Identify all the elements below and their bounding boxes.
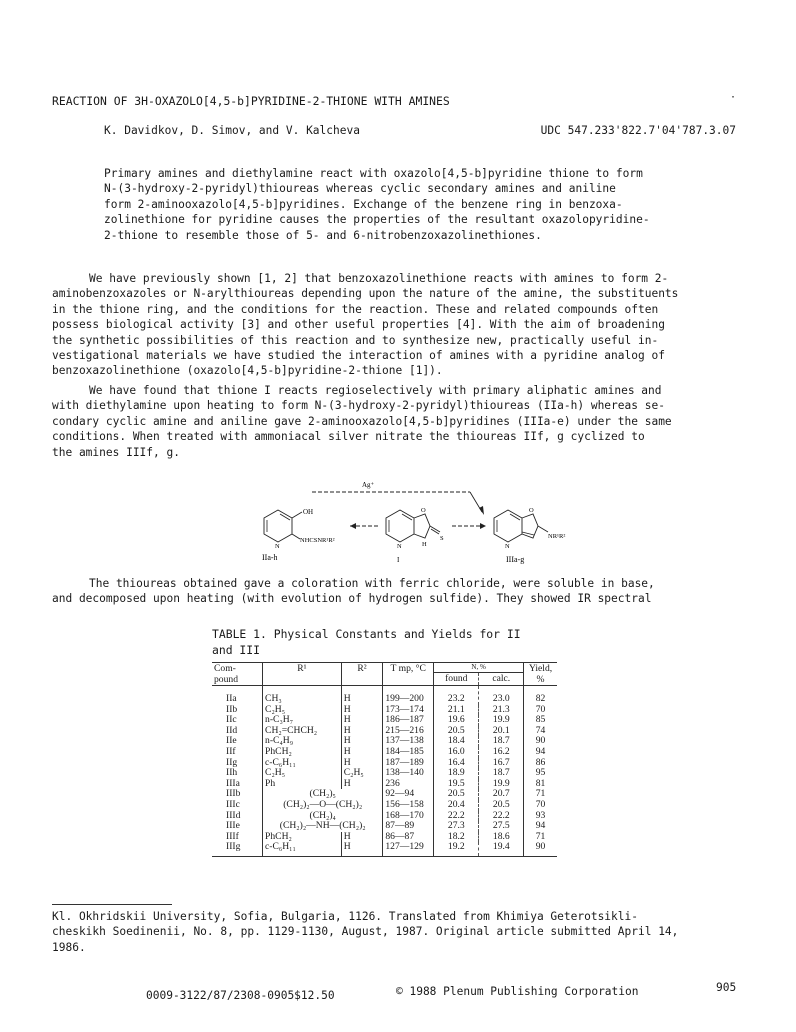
cell-found: 23.2 <box>434 686 479 705</box>
cell-found: 19.2 <box>434 842 479 856</box>
body-line: aminobenzoxazoles or N-arylthioureas depending upon the nature of the amine, the substituents <box>52 287 679 301</box>
cell-r1r2-combined: (CH₂)₄ <box>263 811 383 822</box>
cell-calc: 19.9 <box>479 779 524 790</box>
body-line: possess biological activity [3] and other useful properties [4]. With the aim of broadening <box>52 318 665 332</box>
footnote-line: Kl. Okhridskii University, Sofia, Bulgaria, 1126. Translated from Khimiya Geterotsikli- <box>52 910 638 923</box>
body-line: The thioureas obtained gave a coloration with ferric chloride, were soluble in base, <box>89 577 655 590</box>
cell-yield: 90 <box>524 736 557 747</box>
cell-mp: 138—140 <box>383 768 434 779</box>
cell-compound: IIIc <box>226 798 240 810</box>
table-row <box>212 800 557 811</box>
cell-mp: 168—170 <box>383 811 434 822</box>
cell-r2: H <box>341 736 383 747</box>
cell-r2: H <box>341 832 383 843</box>
cell-r1r2-combined: (CH₂)₂—O—(CH₂)₂ <box>263 800 383 811</box>
center-pyridine-ring <box>386 510 414 542</box>
cell-yield: 90 <box>524 842 557 856</box>
header-n-percent: N, % <box>434 663 524 673</box>
cell-yield: 85 <box>524 715 557 726</box>
cell-calc: 16.2 <box>479 747 524 758</box>
left-substituent: NHCSNR¹R² <box>300 537 335 544</box>
center-label: I <box>397 556 400 564</box>
cell-found: 18.9 <box>434 768 479 779</box>
left-label: IIa-h <box>262 553 278 562</box>
cell-yield: 74 <box>524 726 557 737</box>
cell-found: 16.4 <box>434 758 479 769</box>
cell-r1r2-combined: (CH₂)₂—NH—(CH₂)₂ <box>263 821 383 832</box>
abstract-line: form 2-aminooxazolo[4,5-b]pyridines. Exchange of the benzene ring in benzoxa- <box>104 197 623 211</box>
header-yield: Yield, % <box>524 663 557 686</box>
cell-found: 20.4 <box>434 800 479 811</box>
cell-compound: IIe <box>226 735 237 747</box>
abstract <box>104 166 704 243</box>
body-line: and decomposed upon heating (with evolution of hydrogen sulfide). They showed IR spectral <box>52 592 652 606</box>
cell-found: 22.2 <box>434 811 479 822</box>
copyright-notice: © 1988 Plenum Publishing Corporation <box>396 985 639 998</box>
cell-compound: IId <box>226 724 238 736</box>
table-body <box>212 686 557 857</box>
cell-compound: IIh <box>226 767 238 779</box>
cell-yield: 82 <box>524 686 557 705</box>
right-substituent: NR¹R² <box>548 533 566 540</box>
body-line: the synthetic possibilities of this reaction and to synthesize new, practically useful in- <box>52 333 659 347</box>
cell-r2: C₂H₅ <box>341 768 383 779</box>
body-line: condary cyclic amine and aniline gave 2-aminooxazolo[4,5-b]pyridines (IIIa-e) under the same <box>52 414 672 428</box>
cell-r2: H <box>341 747 383 758</box>
cell-compound: IIIe <box>226 820 240 832</box>
center-oxazole-ring <box>414 514 430 538</box>
table-title-line: and III <box>212 642 261 657</box>
footnote-line: 1986. <box>52 940 86 954</box>
body-line: in the thione ring, and the conditions for the reaction. These and related compounds often <box>52 302 659 316</box>
header-r1: R¹ <box>263 663 342 686</box>
cell-r1: CH₂=CHCH₂ <box>263 726 342 737</box>
cell-found: 20.5 <box>434 726 479 737</box>
cell-compound: IIId <box>226 809 241 821</box>
left-n: N <box>275 543 280 550</box>
cell-mp: 184—185 <box>383 747 434 758</box>
header-r2: R² <box>341 663 383 686</box>
cell-mp: 92—94 <box>383 789 434 800</box>
cell-yield: 70 <box>524 800 557 811</box>
cell-mp: 186—187 <box>383 715 434 726</box>
body-line: We have found that thione I reacts regioselectively with primary aliphatic amines and <box>89 384 662 397</box>
body-line: the amines IIIf, g. <box>52 445 180 459</box>
right-o: O <box>529 507 534 514</box>
cell-calc: 27.5 <box>479 821 524 832</box>
cell-calc: 20.1 <box>479 726 524 737</box>
cell-calc: 23.0 <box>479 686 524 705</box>
center-h: H <box>422 541 427 548</box>
cell-compound: IIa <box>226 693 237 704</box>
right-pyridine-ring <box>494 510 522 542</box>
cell-r1r2-combined: (CH₂)₅ <box>263 789 383 800</box>
cell-yield: 81 <box>524 779 557 790</box>
body-paragraph-3 <box>52 576 742 607</box>
table-row <box>212 686 557 705</box>
cell-mp: 215—216 <box>383 726 434 737</box>
cell-compound: IIg <box>226 756 238 768</box>
abstract-line: N-(3-hydroxy-2-pyridyl)thioureas whereas cyclic secondary amines and aniline <box>104 182 616 196</box>
footnote-divider <box>52 904 172 905</box>
abstract-line: Primary amines and diethylamine react with oxazolo[4,5-b]pyridine thione to form <box>104 167 643 180</box>
right-n-ring: N <box>505 543 510 550</box>
body-line: benzoxazolinethione (oxazolo[4,5-b]pyridine-2-thione [1]). <box>52 364 443 378</box>
cell-calc: 22.2 <box>479 811 524 822</box>
cell-compound: IIc <box>226 714 237 726</box>
cell-found: 19.5 <box>434 779 479 790</box>
cell-yield: 93 <box>524 811 557 822</box>
udc-code: UDC 547.233'822.7'04'787.3.07 <box>540 124 736 137</box>
cell-yield: 94 <box>524 747 557 758</box>
body-paragraph-1 <box>52 271 742 379</box>
cell-mp: 87—89 <box>383 821 434 832</box>
cell-mp: 137—138 <box>383 736 434 747</box>
reaction-scheme <box>250 478 580 570</box>
publication-code: 0009-3122/87/2308-0905$12.50 <box>146 989 335 1002</box>
authors: K. Davidkov, D. Simov, and V. Kalcheva <box>104 124 360 137</box>
physical-constants-table <box>212 662 557 857</box>
cell-mp: 199—200 <box>383 686 434 705</box>
cell-compound: IIIf <box>226 830 239 842</box>
cell-r2: H <box>341 705 383 716</box>
cell-yield: 71 <box>524 789 557 800</box>
cell-compound: IIIb <box>226 788 241 800</box>
abstract-line: zolinethione for pyridine causes the properties of the resultant oxazolopyridine- <box>104 213 650 227</box>
reagent-label: Ag⁺ <box>362 481 375 489</box>
body-line: We have previously shown [1, 2] that benzoxazolinethione reacts with amines to form 2- <box>89 272 669 285</box>
article-title: REACTION OF 3H-OXAZOLO[4,5-b]PYRIDINE-2-THIONE WITH AMINES <box>52 94 450 108</box>
cell-found: 19.6 <box>434 715 479 726</box>
cell-calc: 20.7 <box>479 789 524 800</box>
cell-r1: c-C₆H₁₁ <box>263 842 342 856</box>
table-row <box>212 747 557 758</box>
cell-r1: Ph <box>263 779 342 790</box>
page-number: 905 <box>716 981 737 994</box>
cell-calc: 19.9 <box>479 715 524 726</box>
cell-mp: 156—158 <box>383 800 434 811</box>
ag-arrow-head <box>479 506 484 515</box>
cell-compound: IIb <box>226 703 238 715</box>
cell-r2: H <box>341 686 383 705</box>
abstract-line: 2-thione to resemble those of 5- and 6-nitrobenzoxazolinethiones. <box>104 228 542 242</box>
corner-dot: · <box>729 92 736 103</box>
cell-r2: H <box>341 726 383 737</box>
footnote <box>52 909 752 955</box>
cell-found: 27.3 <box>434 821 479 832</box>
cell-r1: C₂H₅ <box>263 705 342 716</box>
cell-found: 16.0 <box>434 747 479 758</box>
cell-found: 21.1 <box>434 705 479 716</box>
cell-calc: 16.7 <box>479 758 524 769</box>
table-1 <box>212 662 557 857</box>
center-o: O <box>421 507 426 514</box>
cell-mp: 173—174 <box>383 705 434 716</box>
cell-calc: 19.4 <box>479 842 524 856</box>
table-row <box>212 842 557 856</box>
cell-r1: CH₃ <box>263 686 342 705</box>
cell-mp: 187—189 <box>383 758 434 769</box>
cell-calc: 20.5 <box>479 800 524 811</box>
body-paragraph-2 <box>52 383 742 460</box>
header-compound: Com- pound <box>212 663 263 686</box>
center-s: S <box>440 535 444 542</box>
right-label: IIIa-g <box>506 555 525 564</box>
cell-r1: c-C₆H₁₁ <box>263 758 342 769</box>
cell-r2: H <box>341 758 383 769</box>
left-oh: OH <box>303 508 314 516</box>
cell-yield: 71 <box>524 832 557 843</box>
cell-calc: 18.7 <box>479 736 524 747</box>
cell-calc: 21.3 <box>479 705 524 716</box>
left-pyridine-ring <box>264 510 292 542</box>
cell-yield: 86 <box>524 758 557 769</box>
cell-yield: 95 <box>524 768 557 779</box>
cell-calc: 18.6 <box>479 832 524 843</box>
body-line: vestigational materials we have studied the interaction of amines with a pyridine analog of <box>52 349 665 363</box>
cell-r2: H <box>341 715 383 726</box>
center-n-ring: N <box>397 543 402 550</box>
cell-compound: IIIg <box>212 842 263 856</box>
cell-compound: IIf <box>226 745 236 757</box>
header-found: found <box>434 672 479 685</box>
cell-yield: 70 <box>524 705 557 716</box>
cell-r1: n-C₃H₇ <box>263 715 342 726</box>
cell-r1: PhCH₂ <box>263 747 342 758</box>
cell-compound: IIIa <box>226 777 240 789</box>
body-line: with diethylamine upon heating to form N-(3-hydroxy-2-pyridyl)thioureas (IIa-h) whereas se- <box>52 399 665 413</box>
cell-r1: PhCH₂ <box>263 832 342 843</box>
cell-r1: n-C₄H₉ <box>263 736 342 747</box>
header-calc: calc. <box>479 672 524 685</box>
cell-r1: C₂H₅ <box>263 768 342 779</box>
cell-found: 18.2 <box>434 832 479 843</box>
cell-calc: 18.7 <box>479 768 524 779</box>
footnote-line: cheskikh Soedinenii, No. 8, pp. 1129-1130, August, 1987. Original article submitted April 14, <box>52 925 679 939</box>
table-title-line: TABLE 1. Physical Constants and Yields for II <box>212 627 521 641</box>
cell-mp: 86—87 <box>383 832 434 843</box>
cell-yield: 94 <box>524 821 557 832</box>
cell-found: 18.4 <box>434 736 479 747</box>
table-title <box>212 627 552 659</box>
cell-found: 20.5 <box>434 789 479 800</box>
cell-mp: 236 <box>383 779 434 790</box>
body-line: conditions. When treated with ammoniacal silver nitrate the thioureas IIf, g cyclized to <box>52 430 645 444</box>
cell-r2: H <box>341 779 383 790</box>
cell-mp: 127—129 <box>383 842 434 856</box>
header-mp: T mp, °C <box>383 663 434 686</box>
cell-r2: H <box>341 842 383 856</box>
